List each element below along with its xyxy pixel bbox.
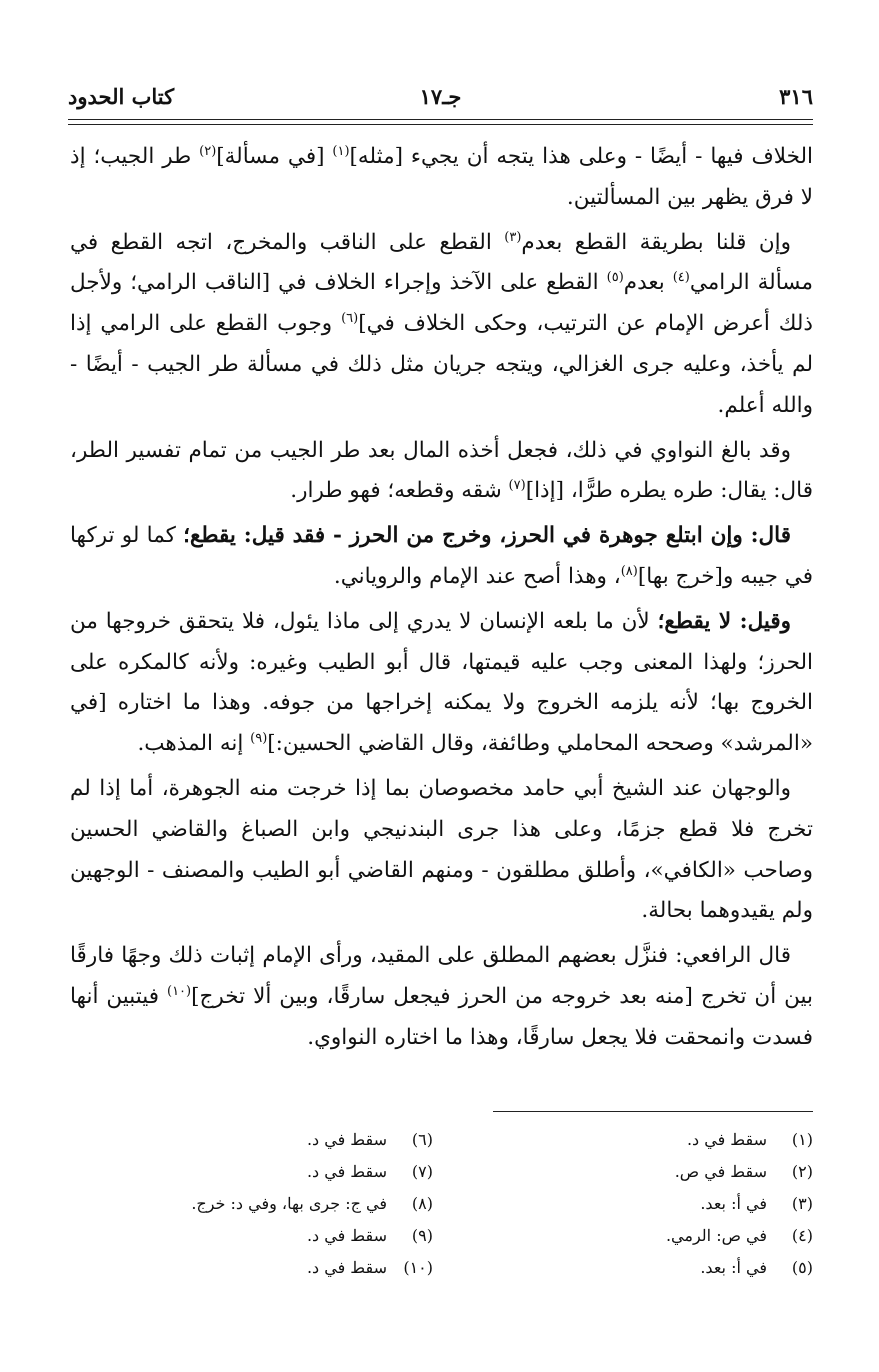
footnote-ref: (٦) bbox=[341, 311, 359, 327]
footnote-item bbox=[83, 1124, 433, 1156]
footnote-ref: (٩) bbox=[250, 731, 268, 746]
footnote-text: في أ: بعد. bbox=[700, 1194, 767, 1213]
header-rule-top bbox=[68, 119, 813, 120]
text-run: وإن قلنا بطريقة القطع بعدم bbox=[521, 229, 791, 255]
text-run: إنه المذهب. bbox=[137, 731, 251, 757]
volume-label: جـ١٧ bbox=[419, 84, 462, 109]
text-run: طر الجيب؛ إذ لا فرق يظهر بين المسألتين. bbox=[70, 144, 813, 210]
text-run: والوجهان عند الشيخ أبي حامد مخصوصان بما إذا خرجت منه الجوهرة، أما إذا لم تخرج فلا قطع جزمًا، وعلى هذا جرى البندنيجي وابن الصباغ والقاضي الحسين وصاحب «الكافي»، وأطلق مطلقون - ومنهم القاضي أبو الطيب والمصنف - الوجهين ولم يقيدوهما بحالة. bbox=[70, 775, 813, 924]
paragraph bbox=[70, 137, 813, 219]
text-run: فيتبين أنها فسدت وانمحقت فلا يجعل سارقًا، وهذا ما اختاره النواوي. bbox=[70, 983, 813, 1050]
footnote-text: في ص: الرمي. bbox=[665, 1226, 767, 1245]
footnote-number: (٩) bbox=[411, 1226, 433, 1245]
footnote-number: (٨) bbox=[411, 1194, 433, 1213]
paragraph bbox=[70, 516, 813, 598]
text-run: القطع على الآخذ وإجراء الخلاف في [الناقب الرامي؛ ولأجل ذلك أعرض الإمام عن الترتيب، وحكى الخلاف في] bbox=[70, 270, 813, 337]
footnote-item bbox=[483, 1156, 813, 1188]
paragraph bbox=[70, 223, 813, 427]
footnote-text: سقط في د. bbox=[306, 1258, 387, 1277]
main-text bbox=[70, 137, 813, 1063]
footnote-text: سقط في د. bbox=[306, 1226, 387, 1245]
footnote-ref: (٨) bbox=[620, 563, 638, 579]
footnote-item bbox=[83, 1156, 433, 1188]
footnote-ref: (٢) bbox=[199, 143, 217, 159]
bold-text: وقيل: لا يقطع؛ bbox=[657, 608, 792, 634]
footnote-number: (٣) bbox=[791, 1194, 813, 1213]
footnote-item bbox=[483, 1252, 813, 1284]
text-run: الخلاف فيها - أيضًا - وعلى هذا يتجه أن يجيء [مثله] bbox=[349, 144, 813, 169]
header-rule-bottom bbox=[68, 124, 813, 125]
book-title: كتاب الحدود bbox=[68, 84, 175, 109]
footnote-ref: (٥) bbox=[606, 270, 624, 286]
text-run: وقد بالغ النواوي في ذلك، فجعل أخذه المال بعد طر الجيب من تمام تفسير الطر، قال: يقال: طره يطره طرًّا، [إذا] bbox=[70, 437, 813, 504]
footnote-item bbox=[83, 1220, 433, 1252]
footnote-column-right bbox=[483, 1124, 813, 1284]
footnote-item bbox=[483, 1220, 813, 1252]
running-header bbox=[68, 78, 813, 118]
text-run: كما لو تركها في جيبه و[خرج بها] bbox=[70, 523, 813, 589]
bold-text: وإن ابتلع جوهرة في الحرز، وخرج من الحرز - فقد قيل: يقطع؛ bbox=[183, 523, 743, 549]
text-run: وجوب القطع على الرامي إذا لم يأخذ، وعليه جرى الغزالي، ويتجه جريان مثل ذلك في مسألة طر الجيب - أيضًا - والله أعلم. bbox=[70, 311, 813, 418]
footnote-text: سقط في ص. bbox=[674, 1162, 767, 1181]
footnote-ref: (٤) bbox=[672, 270, 690, 286]
text-run: بعدم bbox=[623, 270, 673, 296]
footnote-ref: (١) bbox=[332, 143, 350, 159]
bold-text: قال: bbox=[742, 523, 792, 549]
paragraph bbox=[70, 431, 813, 513]
footnote-text: سقط في د. bbox=[686, 1130, 767, 1149]
text-run: [في مسألة] bbox=[216, 144, 333, 169]
footnote-separator bbox=[493, 1111, 813, 1112]
text-run: القطع على الناقب والمخرج، اتجه القطع في مسألة الرامي bbox=[70, 229, 813, 296]
footnote-number: (٤) bbox=[791, 1226, 813, 1245]
footnote-text: في ج: جرى بها، وفي د: خرج. bbox=[191, 1194, 387, 1213]
footnote-number: (١٠) bbox=[403, 1258, 433, 1277]
footnote-text: سقط في د. bbox=[306, 1130, 387, 1149]
footnote-item bbox=[483, 1124, 813, 1156]
paragraph bbox=[70, 769, 813, 932]
footnote-number: (٧) bbox=[411, 1162, 433, 1181]
footnote-column-left bbox=[83, 1124, 433, 1284]
page-number: ٣١٦ bbox=[779, 84, 813, 109]
footnote-item bbox=[83, 1188, 433, 1220]
footnote-number: (١) bbox=[791, 1130, 813, 1149]
text-run: لأن ما بلعه الإنسان لا يدري إلى ماذا يئول، فلا يتحقق خروجها من الحرز؛ ولهذا المعنى وجب عليه قيمتها، قال أبو الطيب وغيره: ولأنه كالمكره على الخروج بها؛ لأنه يلزمه الخروج ولا يمكنه إخراجها من جوفه. وهذا ما اختاره [في «المرشد» وصححه المحاملي وطائفة، وقال القاضي الحسين:] bbox=[70, 608, 813, 757]
text-run: شقه وقطعه؛ فهو طرار. bbox=[290, 478, 509, 504]
footnote-number: (٥) bbox=[791, 1258, 813, 1277]
paragraph bbox=[70, 602, 813, 765]
footnote-number: (٢) bbox=[791, 1162, 813, 1181]
footnote-text: سقط في د. bbox=[306, 1162, 387, 1181]
text-run: ، وهذا أصح عند الإمام والروياني. bbox=[333, 563, 621, 589]
paragraph bbox=[70, 936, 813, 1058]
footnote-number: (٦) bbox=[411, 1130, 433, 1149]
footnote-text: في أ: بعد. bbox=[700, 1258, 767, 1277]
footnote-ref: (٣) bbox=[504, 229, 522, 245]
footnote-item bbox=[483, 1188, 813, 1220]
text-run: قال الرافعي: فنزَّل بعضهم المطلق على المقيد، ورأى الإمام إثبات ذلك وجهًا فارقًا بين أن تخرج [منه بعد خروجه من الحرز فيجعل سارقًا، وبين ألا تخرج] bbox=[70, 943, 813, 1009]
footnote-ref: (١٠) bbox=[166, 983, 192, 999]
footnote-item bbox=[83, 1252, 433, 1284]
footnote-ref: (٧) bbox=[508, 478, 526, 494]
